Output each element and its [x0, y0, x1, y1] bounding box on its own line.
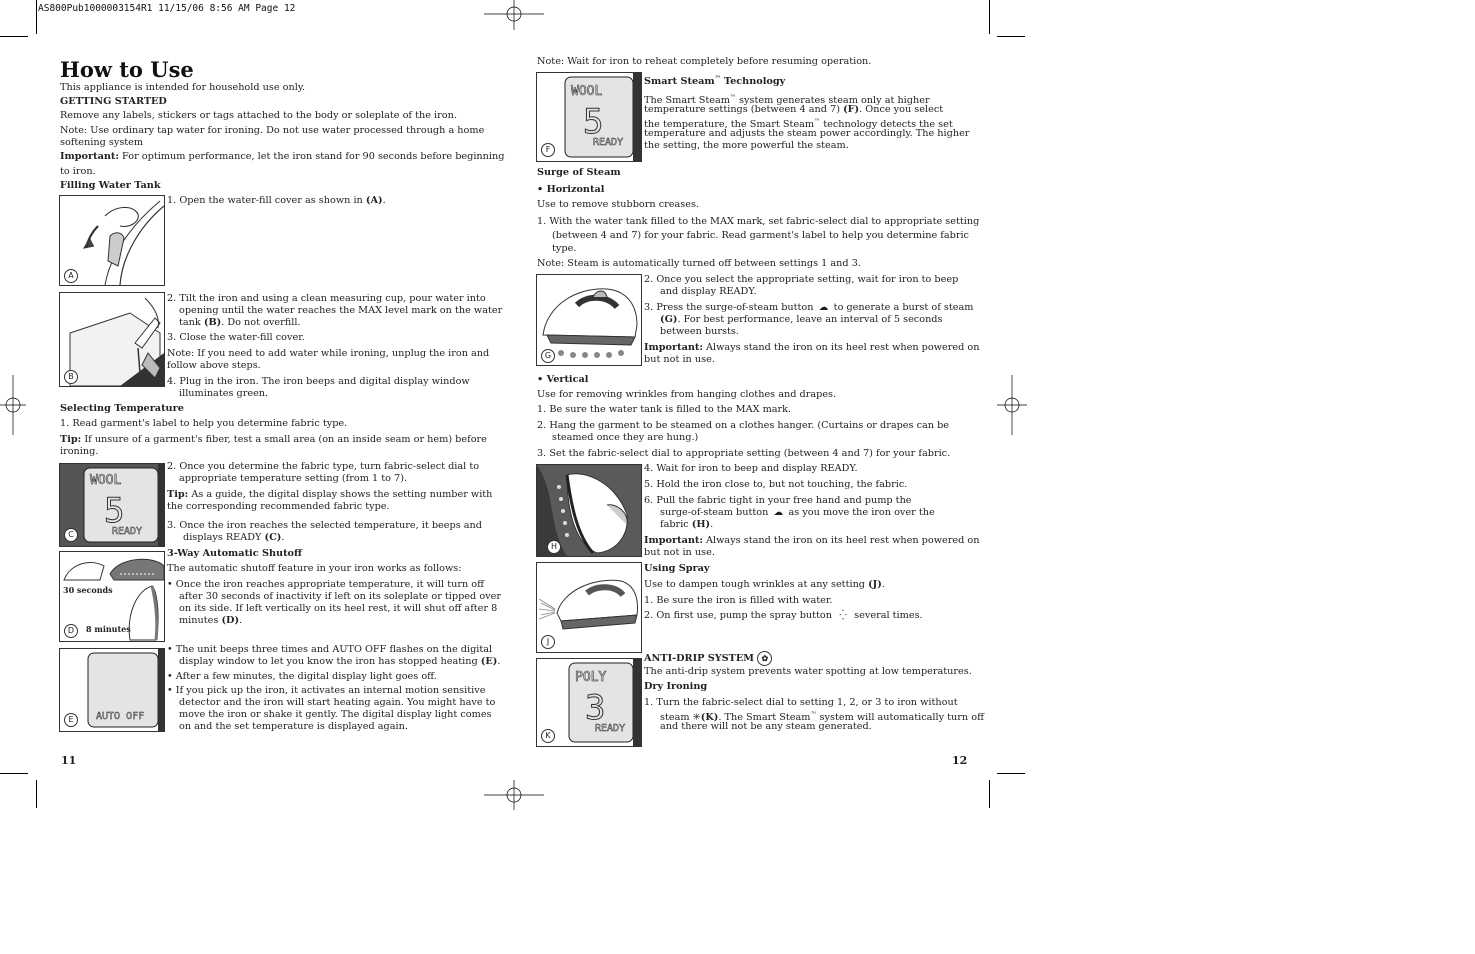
- horizontal-step-3: (G). For best performance, leave an interval of 5 seconds: [660, 314, 943, 325]
- spray-use: Use to dampen tough wrinkles at any setting (J).: [644, 579, 885, 590]
- important-heel-rest: Important: Always stand the iron on its heel rest when powered on: [644, 535, 980, 546]
- horizontal-use: Use to remove stubborn creases.: [537, 199, 700, 210]
- smart-steam-text: The Smart Steam™ system generates steam only at higher: [644, 94, 930, 107]
- dry-ironing-step-1: steam ✳(K). The Smart Steam™ system will automatically turn off: [660, 711, 984, 724]
- figure-label: C: [64, 528, 78, 542]
- figure-label: J: [541, 635, 555, 649]
- shutoff-bullet-2: display window to let you know the iron has stopped heating (E).: [179, 656, 501, 667]
- page-number-left: 11: [61, 754, 77, 767]
- crop-mark: [0, 773, 28, 774]
- select-step-2: appropriate temperature setting (from 1 to 7).: [179, 473, 408, 484]
- crop-mark: [997, 773, 1025, 774]
- select-step-3: displays READY (C).: [183, 532, 285, 543]
- crop-mark: [36, 0, 37, 34]
- vertical-step-3: 3. Set the fabric-select dial to appropriate setting (between 4 and 7) for your fabric.: [537, 448, 951, 459]
- thirty-seconds-label: 30 seconds: [63, 585, 113, 595]
- surge-steam-icon: ☁: [818, 302, 829, 313]
- shutoff-bullet-2: • The unit beeps three times and AUTO OFF flashes on the digital: [167, 644, 493, 655]
- tip-text: ironing.: [60, 446, 99, 457]
- svg-text:AUTO OFF: AUTO OFF: [96, 711, 145, 722]
- shutoff-bullet-1: • Once the iron reaches appropriate temperature, it will turn off: [167, 579, 485, 590]
- smart-steam-text: the setting, the more powerful the steam.: [644, 140, 849, 151]
- svg-text:POLY: POLY: [575, 670, 607, 685]
- shutoff-bullet-1: after 30 seconds of inactivity if left on its soleplate or tipped over: [179, 591, 501, 602]
- anti-drip-text: The anti-drip system prevents water spotting at low temperatures.: [644, 666, 972, 677]
- horizontal-step-1: type.: [552, 243, 577, 254]
- svg-text:3: 3: [585, 688, 606, 728]
- horizontal-note: Note: Steam is automatically turned off between settings 1 and 3.: [537, 258, 861, 269]
- horizontal-step-2: and display READY.: [660, 286, 757, 297]
- smart-steam-text: temperature settings (between 4 and 7) (F). Once you select: [644, 104, 944, 115]
- shutoff-bullet-3: • After a few minutes, the digital display light goes off.: [167, 671, 437, 682]
- figure-h: [536, 464, 642, 557]
- select-step-2: 2. Once you determine the fabric type, turn fabric-select dial to: [167, 461, 480, 472]
- registration-mark: [0, 375, 26, 435]
- shutoff-bullet-4: • If you pick up the iron, it activates an internal motion sensitive: [167, 685, 486, 696]
- figure-e: [59, 648, 165, 732]
- crop-mark: [989, 780, 990, 808]
- vertical-use: Use for removing wrinkles from hanging clothes and drapes.: [537, 389, 837, 400]
- shutoff-bullet-4: on and the set temperature is displayed again.: [179, 721, 408, 732]
- anti-drip-icon: ✿: [757, 651, 772, 666]
- vertical-step-5: 5. Hold the iron close to, but not touching, the fabric.: [644, 479, 908, 490]
- svg-text:READY: READY: [593, 137, 624, 148]
- important-text: Important: For optimum performance, let the iron stand for 90 seconds before beginning: [60, 151, 505, 162]
- crop-mark: [997, 36, 1025, 37]
- tip-text: Tip: If unsure of a garment's fiber, test a small area (on an inside seam or hem) before: [60, 434, 487, 445]
- figure-label: D: [64, 624, 78, 638]
- no-steam-icon: ✳: [692, 712, 701, 724]
- vertical-step-4: 4. Wait for iron to beep and display READY.: [644, 463, 858, 474]
- figure-d: [59, 551, 165, 642]
- shutoff-bullet-4: detector and the iron will start heating again. You might have to: [179, 697, 496, 708]
- figure-label: F: [541, 143, 555, 157]
- svg-text:5: 5: [104, 491, 125, 531]
- crop-mark: [989, 0, 990, 34]
- horizontal-heading: • Horizontal: [537, 184, 605, 195]
- figure-label: A: [64, 269, 78, 283]
- spray-step-1: 1. Be sure the iron is filled with water.: [644, 595, 833, 606]
- smart-steam-text: temperature and adjusts the steam power accordingly. The higher: [644, 128, 970, 139]
- smart-steam-text: the temperature, the Smart Steam™ technology detects the set: [644, 118, 953, 131]
- fill-step-4: illuminates green.: [179, 388, 269, 399]
- vertical-step-2: 2. Hang the garment to be steamed on a clothes hanger. (Curtains or drapes can be: [537, 420, 950, 431]
- vertical-heading: • Vertical: [537, 374, 589, 385]
- crop-mark: [36, 780, 37, 808]
- spray-icon: ⁛: [839, 610, 847, 621]
- page-title: How to Use: [60, 57, 194, 82]
- figure-g: [536, 274, 642, 366]
- horizontal-step-2: 2. Once you select the appropriate setting, wait for iron to beep: [644, 274, 959, 285]
- important-heel-rest: but not in use.: [644, 547, 715, 558]
- figure-a: [59, 195, 165, 286]
- shutoff-bullet-1: on its side. If left vertically on its heel rest, it will shut off after 8: [179, 603, 498, 614]
- using-spray-heading: Using Spray: [644, 563, 710, 574]
- important-heel-rest: but not in use.: [644, 354, 715, 365]
- important-heel-rest: Important: Always stand the iron on its heel rest when powered on: [644, 342, 980, 353]
- vertical-step-6: 6. Pull the fabric tight in your free hand and pump the: [644, 495, 912, 506]
- note-water-text: Note: Use ordinary tap water for ironing. Do not use water processed through a home: [60, 125, 485, 136]
- note-reheat: Note: Wait for iron to reheat completely before resuming operation.: [537, 56, 872, 67]
- fill-step-2: opening until the water reaches the MAX level mark on the water: [179, 305, 503, 316]
- tip-guide-text: Tip: As a guide, the digital display shows the setting number with: [167, 489, 493, 500]
- figure-label: K: [541, 729, 555, 743]
- vertical-step-6: fabric (H).: [660, 519, 714, 530]
- figure-label: E: [64, 713, 78, 727]
- fill-step-3: 3. Close the water-fill cover.: [167, 332, 305, 343]
- svg-text:5: 5: [583, 102, 604, 142]
- vertical-step-2: steamed once they are hung.): [552, 432, 699, 443]
- print-slug: AS800Pub1000003154R1 11/15/06 8:56 AM Page 12: [38, 3, 296, 14]
- figure-label: B: [64, 370, 78, 384]
- registration-mark: [484, 0, 544, 30]
- anti-drip-heading: ANTI-DRIP SYSTEM ✿: [644, 651, 772, 666]
- vertical-step-6: surge-of-steam button ☁ as you move the iron over the: [660, 507, 935, 518]
- figure-c: [59, 463, 165, 547]
- important-text: to iron.: [60, 166, 96, 177]
- note-water-text: softening system: [60, 137, 144, 148]
- horizontal-step-3: 3. Press the surge-of-steam button ☁ to generate a burst of steam: [644, 302, 974, 313]
- fill-step-1: 1. Open the water-fill cover as shown in (A).: [167, 195, 386, 206]
- getting-started-heading: GETTING STARTED: [60, 96, 167, 107]
- dry-ironing-step-1: and there will not be any steam generated.: [660, 721, 872, 732]
- shutoff-bullet-4: move the iron or shake it gently. The digital display light comes: [179, 709, 492, 720]
- tip-guide-text: the corresponding recommended fabric type.: [167, 501, 390, 512]
- dry-ironing-step-1: 1. Turn the fabric-select dial to setting 1, 2, or 3 to iron without: [644, 697, 958, 708]
- svg-text:READY: READY: [112, 526, 143, 537]
- figure-b: [59, 292, 165, 387]
- registration-mark: [484, 780, 544, 810]
- surge-of-steam-heading: Surge of Steam: [537, 167, 621, 178]
- spray-step-2: 2. On first use, pump the spray button ⁛ several times.: [644, 610, 923, 621]
- fill-step-4: 4. Plug in the iron. The iron beeps and digital display window: [167, 376, 470, 387]
- note-add-water: follow above steps.: [167, 360, 261, 371]
- figure-k: [536, 658, 642, 747]
- selecting-temperature-heading: Selecting Temperature: [60, 403, 184, 414]
- horizontal-step-1: 1. With the water tank filled to the MAX mark, set fabric-select dial to appropriate setting: [537, 216, 980, 227]
- smart-steam-heading: Smart Steam™ Technology: [644, 75, 786, 88]
- svg-text:WOOL: WOOL: [571, 84, 603, 99]
- auto-shutoff-heading: 3-Way Automatic Shutoff: [167, 548, 302, 559]
- figure-label: G: [541, 349, 555, 363]
- filling-water-heading: Filling Water Tank: [60, 180, 161, 191]
- fill-step-2: tank (B). Do not overfill.: [179, 317, 301, 328]
- intro-text: This appliance is intended for household use only.: [60, 82, 306, 93]
- svg-text:WOOL: WOOL: [90, 473, 122, 488]
- svg-text:READY: READY: [595, 723, 626, 734]
- eight-minutes-label: 8 minutes: [86, 624, 131, 634]
- surge-steam-icon: ☁: [773, 507, 784, 518]
- vertical-step-1: 1. Be sure the water tank is filled to the MAX mark.: [537, 404, 792, 415]
- select-step-1: 1. Read garment's label to help you determine fabric type.: [60, 418, 348, 429]
- fill-step-2: 2. Tilt the iron and using a clean measuring cup, pour water into: [167, 293, 486, 304]
- horizontal-step-3: between bursts.: [660, 326, 739, 337]
- figure-f: [536, 72, 642, 162]
- remove-labels-text: Remove any labels, stickers or tags attached to the body or soleplate of the iron.: [60, 110, 457, 121]
- registration-mark: [997, 375, 1027, 435]
- page-number-right: 12: [952, 754, 968, 767]
- figure-label: H: [547, 540, 561, 554]
- horizontal-step-1: (between 4 and 7) for your fabric. Read garment's label to help you determine fabric: [552, 230, 969, 241]
- select-step-3: 3. Once the iron reaches the selected temperature, it beeps and: [167, 520, 482, 531]
- note-add-water: Note: If you need to add water while ironing, unplug the iron and: [167, 348, 490, 359]
- crop-mark: [0, 36, 28, 37]
- figure-j: [536, 562, 642, 653]
- shutoff-bullet-1: minutes (D).: [179, 615, 243, 626]
- auto-shutoff-intro: The automatic shutoff feature in your iron works as follows:: [167, 563, 462, 574]
- dry-ironing-heading: Dry Ironing: [644, 681, 708, 692]
